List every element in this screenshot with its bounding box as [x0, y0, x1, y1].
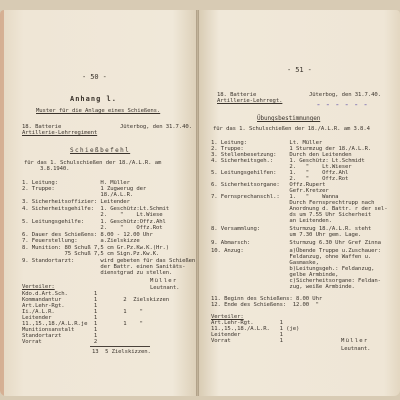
unit-line-1: 18. Batterie [22, 124, 62, 130]
signer-rank: Leutnant. [150, 285, 180, 291]
item-line: 8. Versammlung: Sturmzug 18./A.L.R. steht [211, 226, 372, 232]
sum-rule [90, 346, 150, 347]
distribution-row: Vorrat 2 [22, 339, 98, 345]
item-line: 6. Sicherheitsorgane: Offz.Rupert [211, 182, 326, 188]
document-title: Schießbefehl [70, 147, 131, 154]
signer-name: Müller [150, 278, 178, 284]
item-line: Durch Fernsprechtrupp nach [211, 200, 375, 206]
distribution-row: 11.,15.,18./A.L.R.je 1 1 " [22, 321, 143, 327]
item-line: 9. Abmarsch: Sturmzug 6.30 Uhr Gref Zinna [211, 240, 381, 246]
item-line: 12. Ende des Schießens: 12.00 " [211, 302, 319, 308]
distribution-title: Verteiler: [211, 314, 244, 320]
item-line: 7. Fernsprechanschl.: 1. " Wanna [211, 194, 339, 200]
item-line: 5. Leitungsgehilfen: 1. " Offz.Ahl [211, 170, 349, 176]
right-page [199, 10, 400, 396]
distribution-row: 11.,15.,18./A.L.R. 1 (je) [211, 326, 300, 332]
distribution-title: Verteiler: [22, 284, 55, 290]
item-line: 2. " Lt.Wieser [211, 164, 352, 170]
item-line: Feldanzug, ohne Waffen u. [211, 254, 372, 260]
item-line: an Leitenden. [211, 218, 332, 224]
item-line: 75 Schuß 7,5 cm Sign.Pz.Kw.K. [22, 251, 160, 257]
item-line: 6. Dauer des Schießens: 8.00 - 12.00 Uhr [22, 232, 153, 238]
item-line: 2. " Offz.Rot [22, 225, 163, 231]
left-page [0, 10, 196, 396]
item-line: 3. Stellenbesetzung: Durch den Leitenden [211, 152, 352, 158]
distribution-total: 13 5 Zielskizzen. [92, 349, 151, 355]
item-line: der Battr. einen Sanitäts- [22, 264, 186, 270]
unit-line-1: 18. Batterie [217, 92, 257, 98]
unit-line-2: Artillerie-Lehrregt. [217, 98, 283, 104]
item-line: Gefr.Kretzer [211, 188, 329, 194]
page-edge-stain [0, 10, 4, 396]
unit-date: Jüterbog, den 31.7.40. [309, 92, 381, 98]
distribution-row: Vorrat 1 [211, 338, 283, 344]
item-line: 10. Anzug: a)Übende Truppe u.Zuschauer: [211, 248, 381, 254]
distribution-row: Munitionsanstalt 1 [22, 327, 98, 333]
distribution-row: Leitender 1 [211, 332, 283, 338]
distribution-row: Art.Lehr-Rgt. 1 [22, 303, 98, 309]
item-line: 8. Munition: 80 Schuß 7,5 cm Gr.Pz.Kw.K.(Hr.) [22, 245, 170, 251]
item-line: gelbe Armbinde, [211, 272, 339, 278]
item-line: Anordnung d. Battr. r der sel- [211, 206, 388, 212]
item-line: 2. " Lt.Wiese [22, 212, 163, 218]
appendix-heading: Anhang l. [70, 95, 117, 103]
intro-line-1: für das 1. Schulschießen der 18./A.L.R. am [24, 160, 162, 166]
unit-date: Jüterbog, den 31.7.40. [120, 124, 192, 130]
item-line: dienstgrad zu stellen. [22, 270, 173, 276]
item-line: 18./A.L.R. [22, 192, 134, 198]
distribution-row: Kdo.d.Art.Sch. 1 [22, 291, 98, 297]
signer-rank: Leutnant. [341, 346, 371, 352]
pencil-mark: - - - - - - [317, 100, 370, 109]
unit-line-2: Artillerie-Lehrregiment [22, 130, 98, 136]
page-number: - 51 - [287, 66, 312, 74]
item-line: 11. Beginn des Schießens: 8.00 Uhr [211, 296, 323, 302]
item-line: 2. Truppe: 1 Zugwerug der [22, 186, 147, 192]
item-line: 9. Standortarzt: wird gebeten für das Schießen [22, 258, 196, 264]
distribution-row: Art.Lehr-Rgt. 1 [211, 320, 283, 326]
item-line: 7. Feuerstellung: a.Zielskizze [22, 238, 140, 244]
page-number: - 50 - [82, 73, 107, 81]
item-line: 5. Leitungsgehilfe: 1. Geschütz:Offz.Ahl [22, 219, 166, 225]
document-title: Übungsbestimmungen [257, 115, 321, 122]
item-line: 2. Truppe: 1 Sturmzug der 18./A.L.R. [211, 146, 372, 152]
item-line: c)Sicherheitsorgane: Feldan- [211, 278, 381, 284]
item-line: 1. Leitung: H. Müller [22, 180, 130, 186]
item-line: zug, weiße Armbinde. [211, 284, 355, 290]
distribution-row: Leitender 1 [22, 315, 98, 321]
item-line: 1. Leitung: Lt. Müller [211, 140, 323, 146]
item-line: 4. Sicherheitsgehilfe: 1. Geschütz:Lt.Schmit [22, 206, 170, 212]
item-line: Gasmaske, [211, 260, 319, 266]
distribution-row: Standortarzt 1 [22, 333, 98, 339]
intro-line-2: 3.8.1940. [40, 166, 70, 172]
distribution-row: Kommandantur 1 2 Zielskizzen [22, 297, 170, 303]
item-line: b)Leitungsgeh.: Feldanzug, [211, 266, 375, 272]
item-line: 2. " Offz.Rot [211, 176, 349, 182]
appendix-subtitle: Muster für die Anlage eines Schießens. [36, 108, 161, 114]
signer-name: Müller [341, 338, 369, 344]
item-line: 3. Sicherheitsoffizier: Leitender [22, 199, 130, 205]
item-line: um 7.30 Uhr gem. Lage. [211, 232, 362, 238]
distribution-row: Ii./A.L.R. 1 1 " [22, 309, 143, 315]
item-line: ds um 7.55 Uhr Sicherheit [211, 212, 372, 218]
item-line: 4. Sicherheitsgeh.: 1. Geschütz: Lt.Schmidt [211, 158, 365, 164]
intro-line: für das 1. Schulschießen der 18./A.L.R. am 3.8.4 [213, 126, 370, 132]
